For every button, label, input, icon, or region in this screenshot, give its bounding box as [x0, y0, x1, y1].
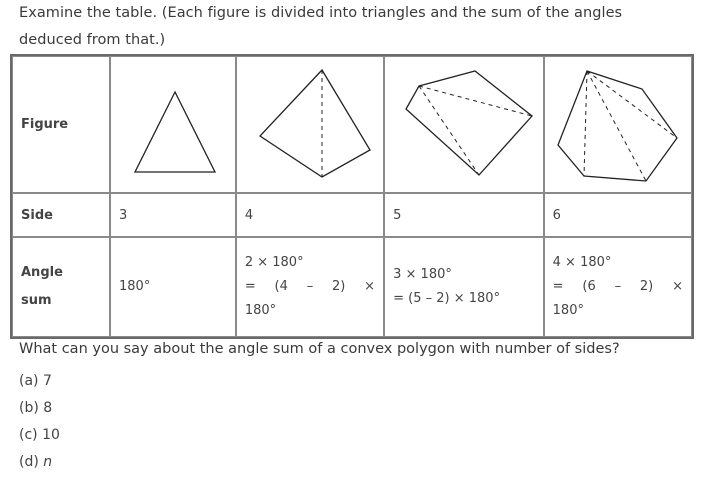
- option-b: (b) 8: [19, 400, 53, 416]
- angle-sum-token: =: [244, 279, 256, 294]
- intro-text: [19, 0, 691, 54]
- pentagon-figure-cell: [384, 56, 544, 193]
- intro-line-1: Examine the table. (Each figure is divided into triangles and the sum of the angles: [19, 5, 623, 21]
- angle-sum-label-line-1: Angle: [21, 265, 63, 280]
- angle-sum-line: 180°: [552, 303, 584, 318]
- angle-sum-value: 180°: [119, 279, 151, 294]
- pentagon-figure: [394, 65, 534, 185]
- polygon-angle-table: [10, 54, 694, 339]
- angle-sum-token: –: [614, 279, 622, 294]
- hexagon-figure-cell: [544, 56, 692, 193]
- angle-sum-line: 3 × 180°: [393, 267, 452, 282]
- quadrilateral-figure: [245, 65, 375, 185]
- side-row-label: Side: [12, 193, 110, 237]
- intro-line-2: deduced from that.): [19, 32, 166, 48]
- angle-sum-row: [12, 237, 692, 337]
- angle-sum-line: [245, 275, 383, 299]
- angle-sum-token: (6: [582, 279, 596, 294]
- hexagon-figure: [553, 65, 683, 185]
- triangle-figure-cell: [110, 56, 236, 193]
- option-d: [19, 449, 60, 476]
- angle-sum-cell-triangle: [110, 237, 236, 337]
- quadrilateral-figure-cell: [236, 56, 384, 193]
- angle-sum-line: [553, 275, 691, 299]
- angle-sum-line: 2 × 180°: [244, 255, 304, 270]
- figure-row: [12, 56, 692, 193]
- side-value: 6: [544, 193, 692, 237]
- option-a: (a) 7: [19, 373, 52, 389]
- option-c: (c) 10: [19, 427, 60, 443]
- option-d-prefix: (d): [19, 454, 44, 470]
- angle-sum-token: –: [306, 279, 314, 294]
- angle-sum-token: ×: [672, 279, 683, 294]
- angle-sum-line: 180°: [244, 303, 277, 318]
- figure-row-label: Figure: [12, 56, 110, 193]
- angle-sum-row-label: [12, 237, 110, 337]
- side-value: 4: [236, 193, 384, 237]
- answer-options: [19, 368, 60, 476]
- side-value: 3: [110, 193, 236, 237]
- option-d-variable: n: [43, 454, 53, 470]
- side-value: 5: [384, 193, 544, 237]
- triangle-figure: [118, 75, 228, 175]
- angle-sum-cell-hexagon: [544, 237, 692, 337]
- side-row: [12, 193, 692, 237]
- angle-sum-cell-pentagon: [384, 237, 544, 337]
- angle-sum-cell-quadrilateral: [236, 237, 384, 337]
- angle-sum-token: 2): [332, 279, 346, 294]
- angle-sum-token: =: [552, 279, 564, 294]
- angle-sum-token: ×: [364, 279, 376, 294]
- angle-sum-token: 2): [639, 279, 654, 294]
- angle-sum-line: 4 × 180°: [552, 255, 612, 270]
- question-text: What can you say about the angle sum of a convex polygon with number of sides?: [19, 341, 620, 357]
- angle-sum-line: = (5 – 2) × 180°: [393, 291, 501, 306]
- angle-sum-token: (4: [274, 279, 288, 294]
- angle-sum-label-line-2: sum: [21, 293, 52, 308]
